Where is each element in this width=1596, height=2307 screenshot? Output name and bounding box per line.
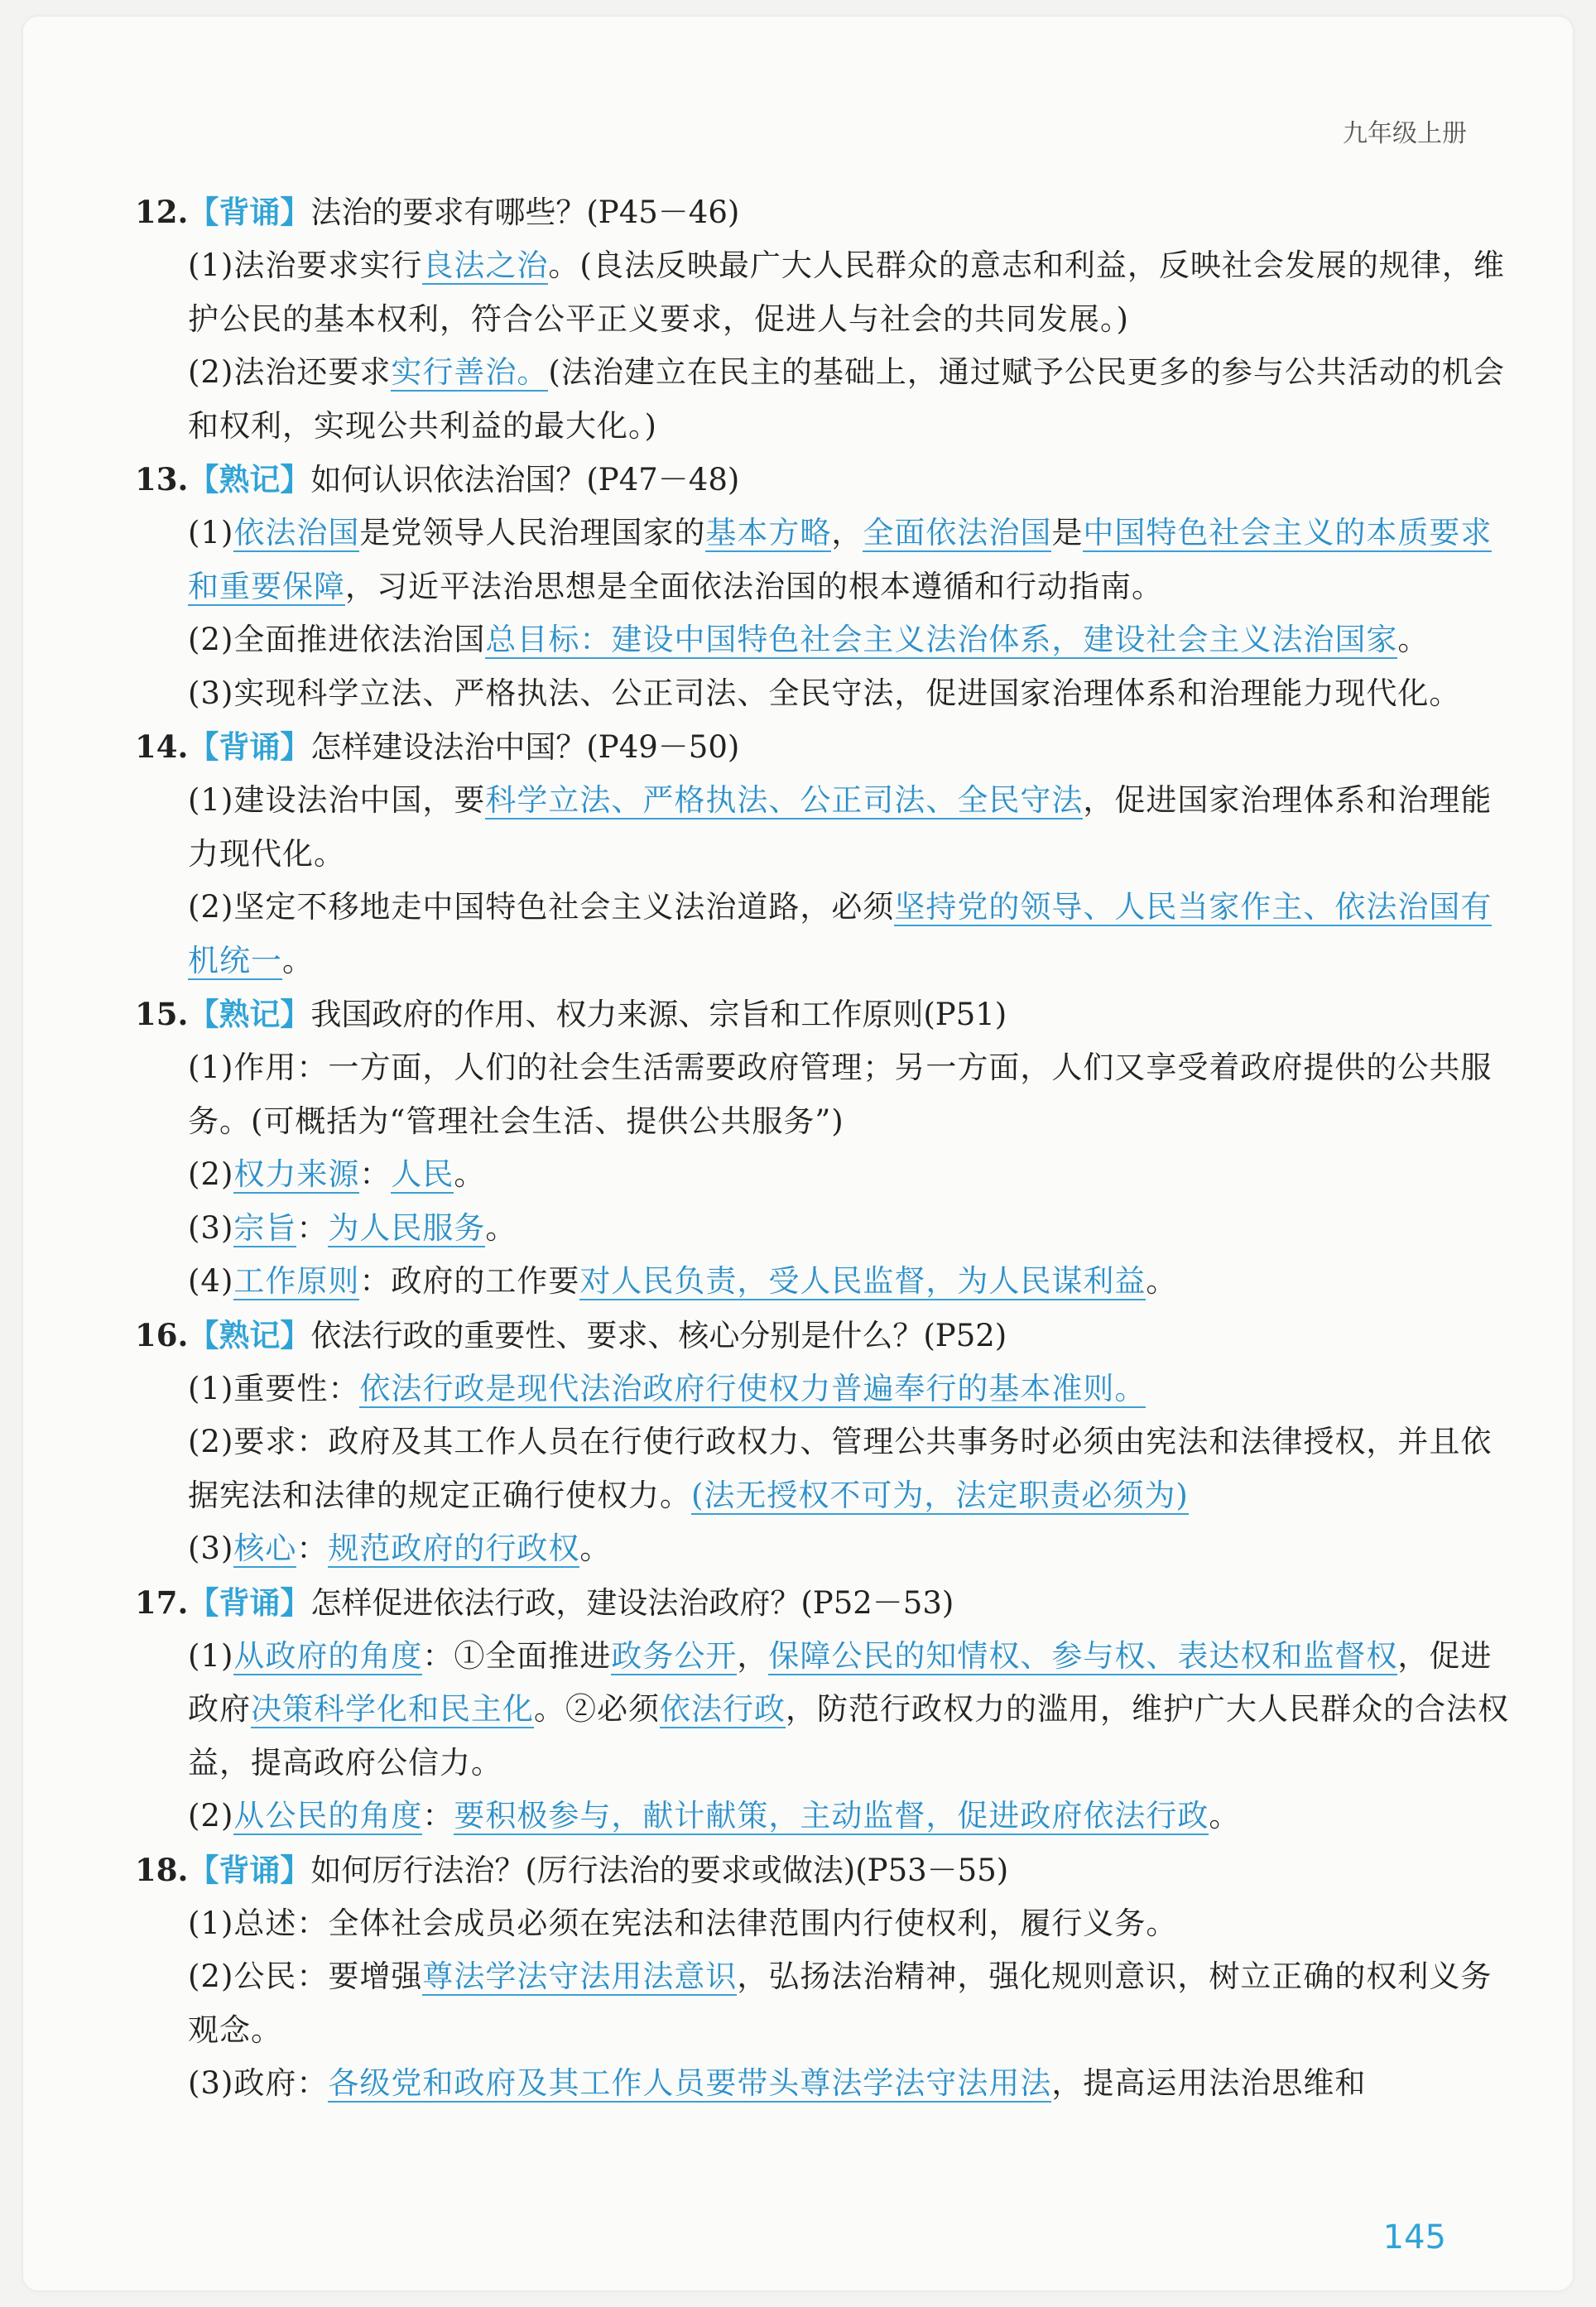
answer-paragraph xyxy=(135,1790,1509,1843)
answer-text: ，促进国家治理体系和治理能力现代化。 xyxy=(188,782,1493,872)
highlighted-phrase: 依法行政 xyxy=(660,1691,786,1727)
answer-paragraph xyxy=(135,1950,1509,2057)
highlighted-phrase: 要积极参与，献计献策，主动监督，促进政府依法行政 xyxy=(454,1798,1209,1834)
answer-paragraph xyxy=(135,2057,1509,2111)
answer-text: (3)实现科学立法、严格执法、公正司法、全民守法，促进国家治理体系和治理能力现代化。 xyxy=(188,675,1461,711)
highlighted-phrase: 科学立法、严格执法、公正司法、全民守法 xyxy=(485,782,1084,818)
answer-paragraph xyxy=(135,1255,1509,1309)
answer-text: ： xyxy=(422,1798,454,1834)
answer-text: 。 xyxy=(579,1531,612,1566)
item-number: 12. xyxy=(135,194,189,230)
answer-text: ，习近平法治思想是全面依法治国的根本遵循和行动指南。 xyxy=(345,568,1163,604)
question-text: 怎样建设法治中国？(P49－50) xyxy=(310,729,740,765)
answer-paragraph xyxy=(135,1148,1509,1202)
item-number: 15. xyxy=(135,996,189,1032)
answer-text: (2)坚定不移地走中国特色社会主义法治道路，必须 xyxy=(188,889,895,925)
item-tag: 【背诵】 xyxy=(188,1851,311,1888)
answer-text: ， xyxy=(737,1637,769,1674)
answer-text: 是 xyxy=(1051,515,1084,550)
highlighted-phrase: 依法行政是现代法治政府行使权力普遍奉行的基本准则。 xyxy=(359,1370,1147,1406)
highlighted-phrase: 中国特色社会主义的本质要求和重要保障 xyxy=(188,515,1493,604)
answer-text: (1) xyxy=(188,1637,234,1674)
answer-text: (3)政府： xyxy=(188,2065,329,2101)
answer-paragraph xyxy=(135,1363,1509,1416)
highlighted-phrase: 尊法学法守法用法意识 xyxy=(422,1959,738,1994)
answer-text: (法治建立在民主的基础上，通过赋予公民更多的参与公共活动的机会和权利，实现公共利益的最大化。) xyxy=(188,354,1505,444)
answer-paragraph xyxy=(135,1041,1509,1148)
answer-text: 是党领导人民治理国家的 xyxy=(359,515,706,550)
review-item xyxy=(135,1309,1509,1576)
answer-text: (2)公民：要增强 xyxy=(188,1959,423,1994)
highlighted-phrase: 基本方略 xyxy=(705,515,832,550)
item-tag: 【熟记】 xyxy=(188,996,311,1032)
item-number: 17. xyxy=(135,1584,189,1621)
answer-text: 。(良法反映最广大人民群众的意志和利益，反映社会发展的规律，维护公民的基本权利，符合公平正义要求，促进人与社会的共同发展。) xyxy=(188,248,1505,337)
question-text: 怎样促进依法行政，建设法治政府？(P52－53) xyxy=(310,1584,954,1621)
review-item xyxy=(135,185,1509,453)
answer-text: 。 xyxy=(282,942,314,978)
answer-text: (2)法治还要求 xyxy=(188,354,392,390)
answer-text: ，促进政府 xyxy=(188,1637,1493,1727)
review-item xyxy=(135,1843,1509,2111)
highlighted-phrase: (法无授权不可为，法定职责必须为) xyxy=(691,1477,1189,1513)
answer-text: (1)法治要求实行 xyxy=(188,248,423,283)
highlighted-phrase: 人民 xyxy=(391,1156,454,1192)
highlighted-phrase: 宗旨 xyxy=(233,1209,297,1246)
answer-text: ： xyxy=(296,1531,329,1566)
highlighted-phrase: 坚持党的领导、人民当家作主、依法治国有机统一 xyxy=(188,889,1493,978)
answer-text: ：政府的工作要 xyxy=(359,1263,580,1299)
grade-label: 九年级上册 xyxy=(1343,119,1467,148)
answer-text: (1)建设法治中国，要 xyxy=(188,782,486,818)
highlighted-phrase: 规范政府的行政权 xyxy=(328,1531,580,1566)
answer-paragraph xyxy=(135,1522,1509,1576)
answer-text: (2) xyxy=(188,1798,234,1834)
answer-text: 。 xyxy=(485,1209,517,1246)
highlighted-phrase: 各级党和政府及其工作人员要带头尊法学法守法用法 xyxy=(328,2065,1052,2101)
answer-text: 。②必须 xyxy=(534,1691,660,1727)
highlighted-phrase: 核心 xyxy=(233,1531,297,1566)
answer-paragraph xyxy=(135,774,1509,881)
answer-text: 。 xyxy=(1146,1263,1178,1299)
highlighted-phrase: 实行善治。 xyxy=(391,354,549,390)
highlighted-phrase: 保障公民的知情权、参与权、表达权和监督权 xyxy=(768,1637,1398,1674)
review-item xyxy=(135,453,1509,720)
question-text: 如何认识依法治国？(P47－48) xyxy=(310,462,740,497)
review-item xyxy=(135,988,1509,1309)
review-item xyxy=(135,720,1509,988)
answer-text: 。 xyxy=(1209,1798,1241,1834)
question-text: 我国政府的作用、权力来源、宗旨和工作原则(P51) xyxy=(310,997,1007,1032)
highlighted-phrase: 权力来源 xyxy=(233,1156,360,1192)
answer-text: 。 xyxy=(454,1156,486,1192)
highlighted-phrase: 从公民的角度 xyxy=(233,1798,423,1834)
question-line xyxy=(135,1576,1509,1630)
highlighted-phrase: 工作原则 xyxy=(233,1263,360,1299)
answer-text: (1) xyxy=(188,515,234,550)
question-text: 法治的要求有哪些？(P45－46) xyxy=(310,195,740,230)
item-tag: 【熟记】 xyxy=(188,1316,311,1353)
question-line xyxy=(135,1843,1509,1897)
answer-paragraph xyxy=(135,613,1509,667)
answer-paragraph xyxy=(135,1630,1509,1790)
highlighted-phrase: 政务公开 xyxy=(611,1637,738,1674)
answer-paragraph xyxy=(135,346,1509,453)
item-tag: 【熟记】 xyxy=(188,461,311,497)
review-item xyxy=(135,1576,1509,1843)
highlighted-phrase: 依法治国 xyxy=(233,515,360,550)
highlighted-phrase: 决策科学化和民主化 xyxy=(251,1691,534,1727)
item-number: 14. xyxy=(135,728,189,765)
question-line xyxy=(135,453,1509,507)
highlighted-phrase: 为人民服务 xyxy=(328,1209,486,1246)
answer-text: ：①全面推进 xyxy=(422,1637,612,1674)
highlighted-phrase: 总目标：建设中国特色社会主义法治体系，建设社会主义法治国家 xyxy=(485,622,1398,657)
answer-text: ，提高运用法治思维和 xyxy=(1051,2065,1367,2101)
answer-text: (1)总述：全体社会成员必须在宪法和法律范围内行使权利，履行义务。 xyxy=(188,1905,1178,1941)
item-tag: 【背诵】 xyxy=(188,728,311,765)
answer-text: ： xyxy=(296,1209,329,1246)
answer-paragraph xyxy=(135,1897,1509,1951)
answer-paragraph xyxy=(135,507,1509,613)
review-content xyxy=(135,185,1509,2111)
item-number: 18. xyxy=(135,1851,189,1888)
highlighted-phrase: 良法之治 xyxy=(422,248,549,283)
question-line xyxy=(135,1309,1509,1363)
question-line xyxy=(135,185,1509,239)
answer-text: (4) xyxy=(188,1263,234,1299)
item-number: 16. xyxy=(135,1316,189,1353)
item-tag: 【背诵】 xyxy=(188,1584,311,1621)
answer-text: ， xyxy=(831,515,863,550)
answer-text: ： xyxy=(359,1156,392,1192)
question-line xyxy=(135,720,1509,774)
textbook-page xyxy=(23,17,1573,2290)
answer-paragraph xyxy=(135,667,1509,721)
answer-text: (2)全面推进依法治国 xyxy=(188,622,486,657)
question-line xyxy=(135,988,1509,1041)
highlighted-phrase: 对人民负责，受人民监督，为人民谋利益 xyxy=(579,1263,1147,1299)
answer-paragraph xyxy=(135,1202,1509,1256)
answer-paragraph xyxy=(135,881,1509,988)
answer-text: (2) xyxy=(188,1156,234,1192)
question-text: 依法行政的重要性、要求、核心分别是什么？(P52) xyxy=(310,1317,1007,1353)
item-number: 13. xyxy=(135,461,189,497)
answer-text: (1)重要性： xyxy=(188,1370,360,1406)
question-text: 如何厉行法治？(厉行法治的要求或做法)(P53－55) xyxy=(310,1852,1009,1888)
page-number: 145 xyxy=(1382,2218,1446,2257)
answer-text: (3) xyxy=(188,1531,234,1566)
answer-paragraph xyxy=(135,1415,1509,1522)
answer-text: (2)要求：政府及其工作人员在行使行政权力、管理公共事务时必须由宪法和法律授权，并且依据宪法和法律的规定正确行使权力。 xyxy=(188,1424,1493,1513)
answer-text: ，防范行政权力的滥用，维护广大人民群众的合法权益，提高政府公信力。 xyxy=(188,1691,1509,1781)
answer-text: ，弘扬法治精神，强化规则意识，树立正确的权利义务观念。 xyxy=(188,1959,1493,2048)
item-tag: 【背诵】 xyxy=(188,194,311,230)
answer-text: (1)作用：一方面，人们的社会生活需要政府管理；另一方面，人们又享受着政府提供的公共服务。(可概括为“管理社会生活、提供公共服务”) xyxy=(188,1050,1493,1139)
answer-paragraph xyxy=(135,239,1509,346)
highlighted-phrase: 从政府的角度 xyxy=(233,1637,423,1674)
answer-text: 。 xyxy=(1397,622,1430,657)
answer-text: (3) xyxy=(188,1209,234,1246)
highlighted-phrase: 全面依法治国 xyxy=(863,515,1052,550)
